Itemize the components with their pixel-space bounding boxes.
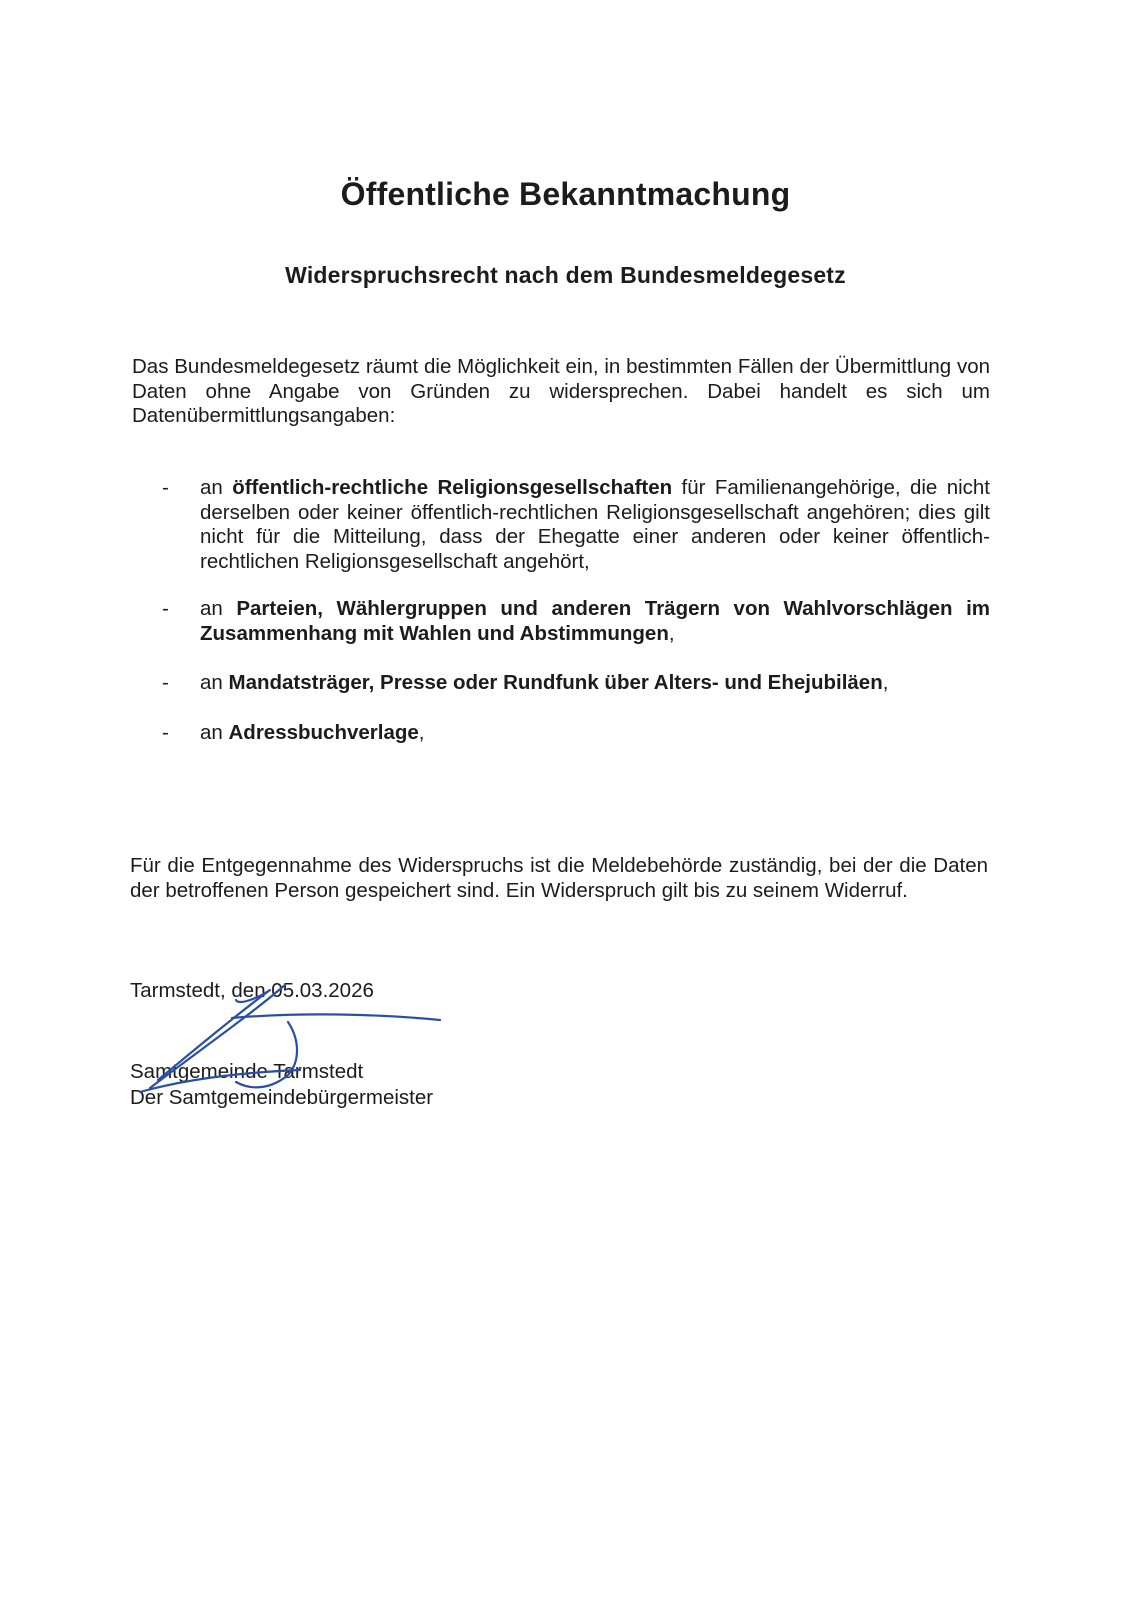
list-item [132,721,990,746]
list-item [132,671,990,696]
list-item [132,476,990,574]
bullet-list [132,476,990,745]
bullet-dash: - [162,476,169,499]
bullet-bold-text: Mandatsträger, Presse oder Rundfunk über Alters- und Ehejubiläen [228,671,883,694]
bullet-bold-text: öffentlich-rechtliche Religionsgesellschaften [232,476,673,499]
bullet-dash: - [162,597,169,620]
signature-block [130,1059,433,1111]
authority-name: Samtgemeinde Tarmstedt [130,1060,364,1083]
bullet-prefix: an [200,476,233,499]
document-subtitle: Widerspruchsrecht nach dem Bundesmeldegesetz [285,262,846,288]
bullet-suffix: , [668,621,675,645]
bullet-dash: - [162,720,169,744]
bullet-prefix: an [200,597,237,620]
bullet-bold-text: Adressbuchverlage [228,720,419,744]
list-item [132,597,990,646]
intro-paragraph: Das Bundesmeldegesetz räumt die Möglichkeit ein, in bestimmten Fällen der Übermittlung von Daten ohne Angabe von Gründen zu widersprechen. Dabei handelt es sich um Datenübermittlungsangaben: [132,355,990,427]
bullet-suffix: , [418,720,425,744]
outro-paragraph: Für die Entgegennahme des Widerspruchs ist die Meldebehörde zuständig, bei der die Daten der betroffenen Person gespeichert sind. Ein Widerspruch gilt bis zu seinem Widerruf. [130,854,988,902]
bullet-prefix: an [200,720,229,744]
document-title: Öffentliche Bekanntmachung [340,176,791,212]
place-and-date: Tarmstedt, den 05.03.2026 [130,979,374,1002]
bullet-suffix: , [882,671,889,694]
bullet-suffix: für Familienangehörige, die nicht derselben oder keiner öffentlich-rechtlichen Religionsgesellschaft angehören; dies gilt nicht für die Mitteilung, dass der Ehegatte einer anderen oder keiner öffentlich-rechtlichen Religionsgesellschaft angehört, [200,476,990,573]
bullet-dash: - [162,671,169,694]
signatory-title: Der Samtgemeindebürgermeister [130,1086,434,1109]
bullet-prefix: an [200,671,229,694]
bullet-bold-text: Parteien, Wählergruppen und anderen Trägern von Wahlvorschlägen im Zusammenhang mit Wahlen und Abstimmungen [200,597,990,645]
